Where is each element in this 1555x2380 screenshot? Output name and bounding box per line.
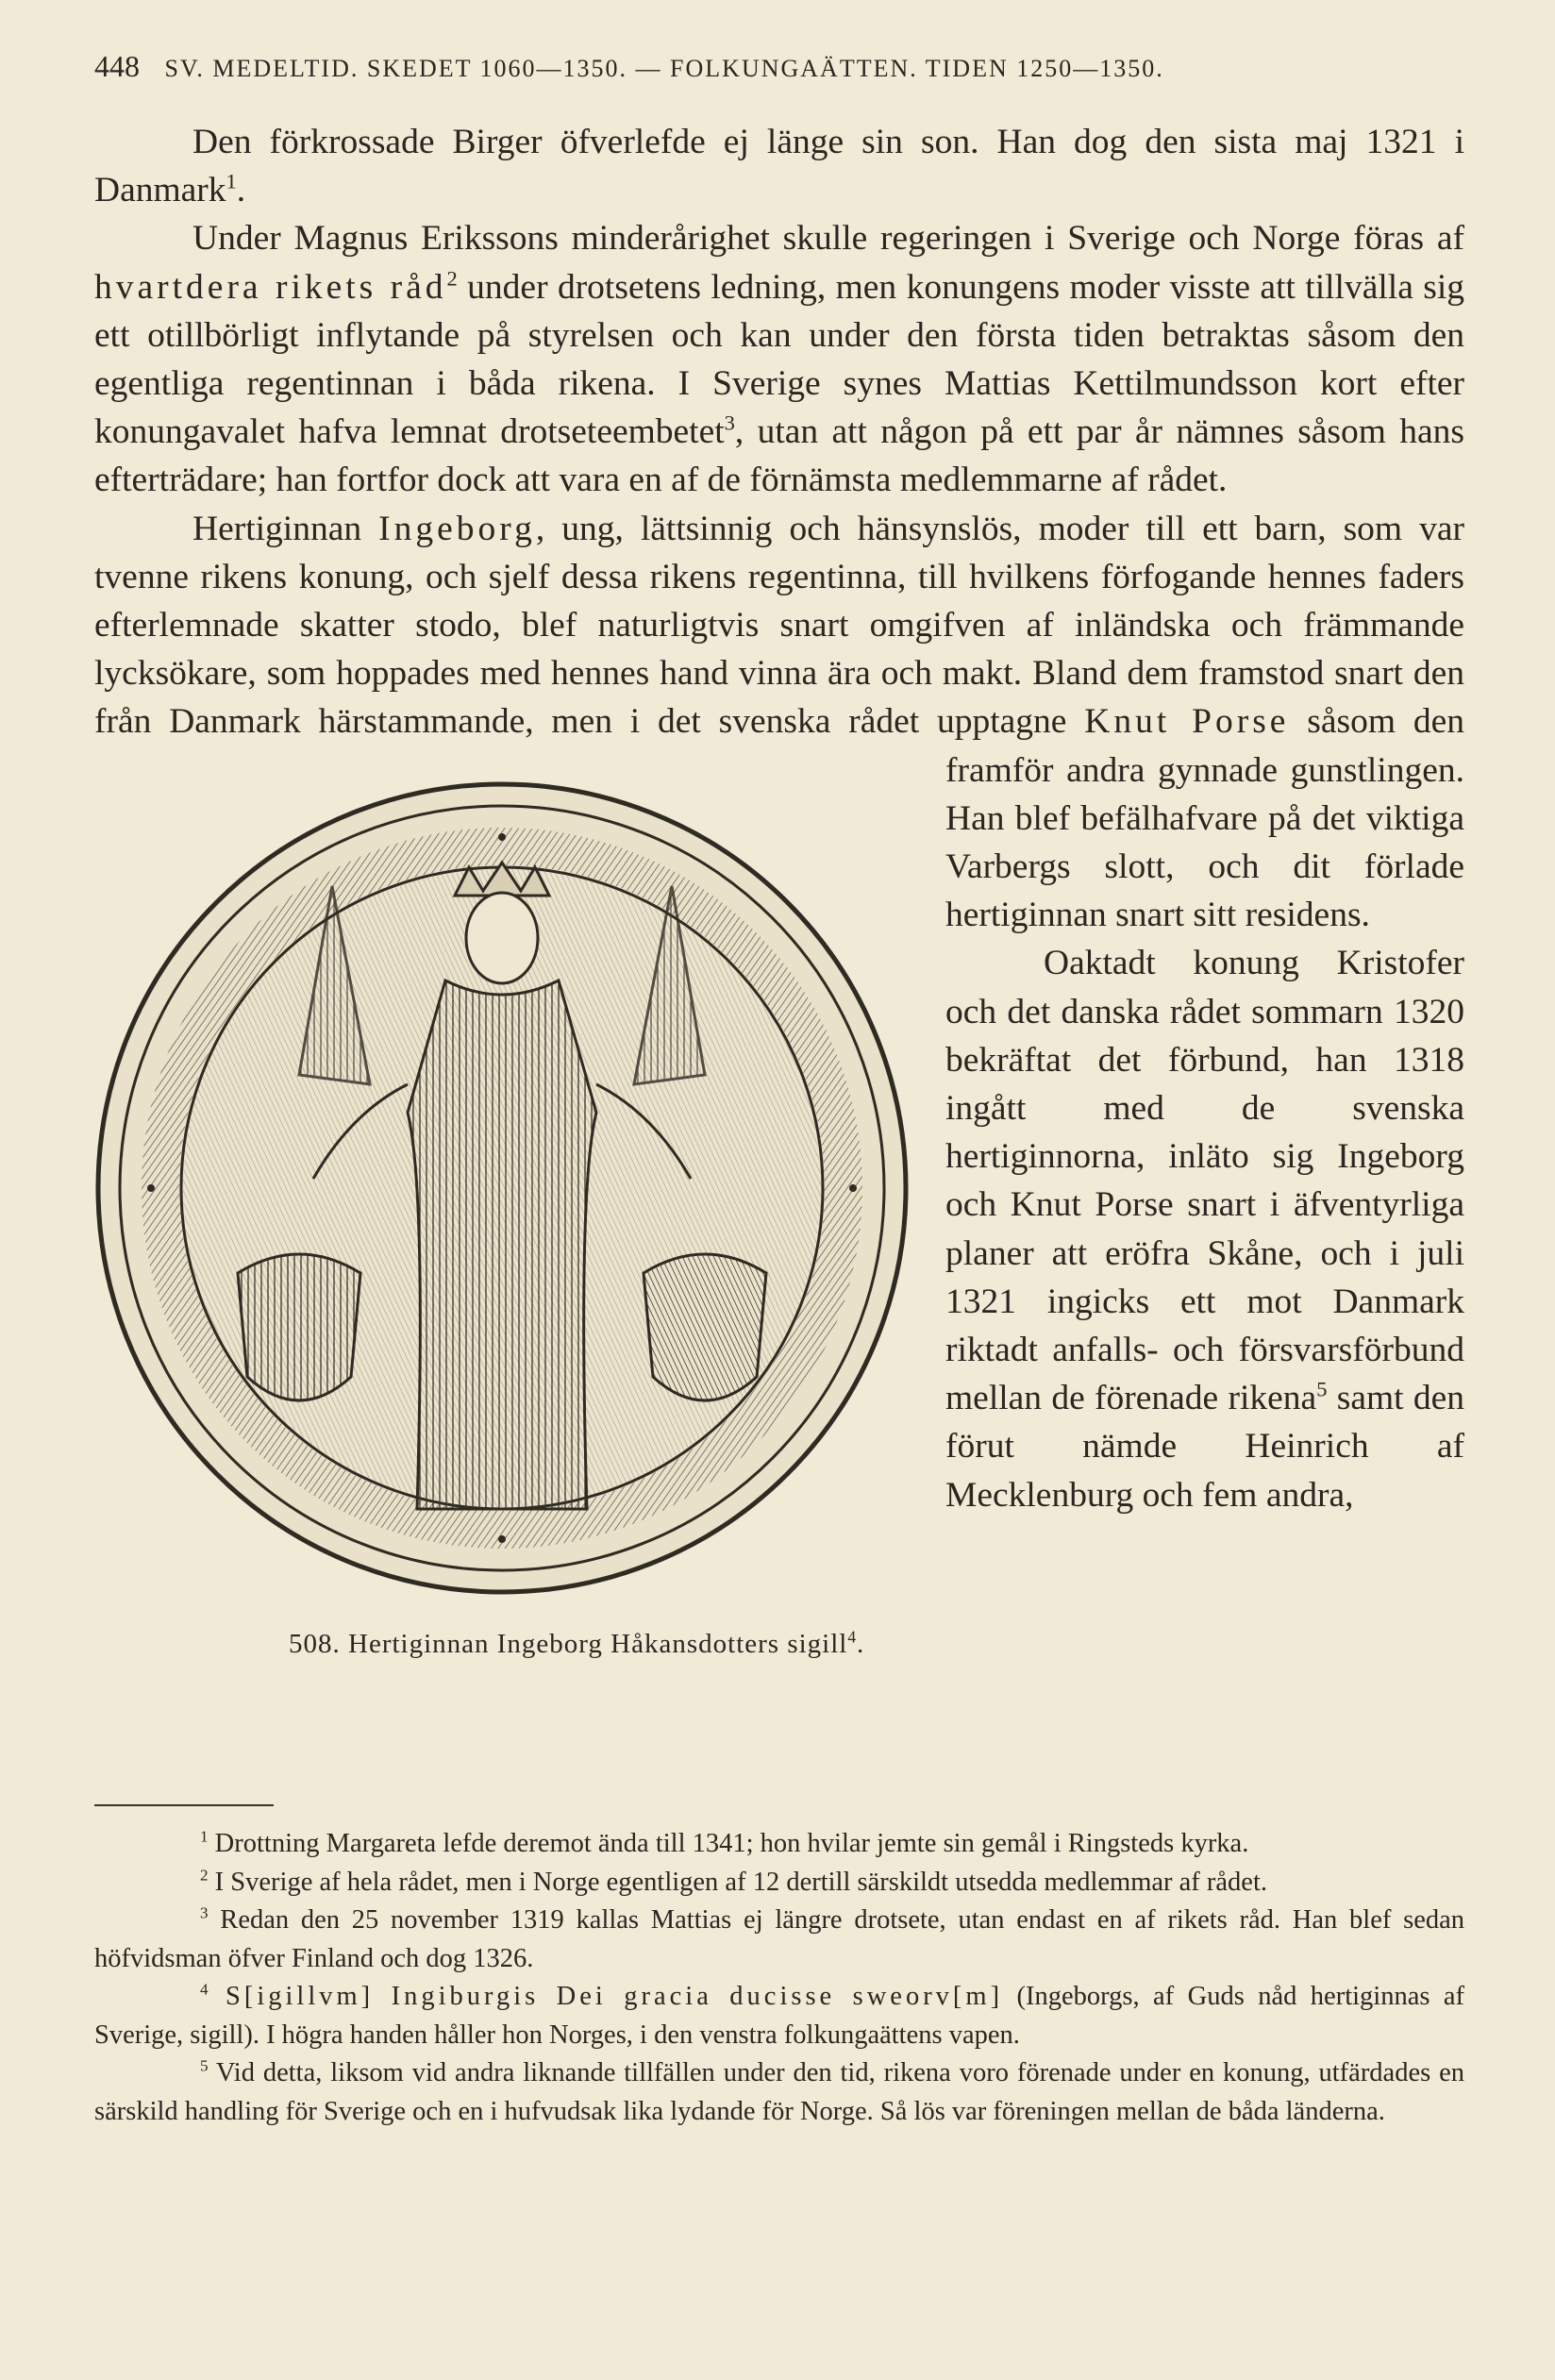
footnote-text: Vid detta, liksom vid andra liknande tillfällen under den tid, rikena voro förenade under en konung, utfärdades en särskild handling för Sverige och en i hufvudsak lika lydande för Norge. Så lös var föreningen mellan de båda länderna.: [94, 2058, 1464, 2126]
footnote-mark: 3: [200, 1903, 209, 1922]
footnote-ref: 2: [446, 266, 458, 291]
spaced-emphasis: hvartdera rikets råd: [94, 267, 447, 307]
footnotes: [94, 1825, 1464, 2131]
paragraph-2: [94, 214, 1464, 504]
seal-figure: [87, 773, 917, 1698]
paragraph-1-text: Den förkrossade Birger öfverlefde ej länge sin son. Han dog den sista maj 1321 i Danmark: [94, 123, 1464, 210]
paragraph-3-text: såsom den framför andra gynnade gunstlingen. Han blef befälhafvare på det viktiga Varbergs slott, och dit förlade hertiginnan snart sitt residens.: [945, 702, 1464, 935]
footnote-mark: 2: [200, 1866, 209, 1884]
page-number: 448: [94, 49, 140, 83]
footnote-text: Redan den 25 november 1319 kallas Mattias ej längre drotsete, utan endast en af rikets råd. Han blef sedan höfvidsman öfver Finland och dog 1326.: [94, 1905, 1464, 1973]
footnote-text: I Sverige af hela rådet, men i Norge egentligen af 12 dertill särskildt utsedda medlemmar af rådet.: [208, 1867, 1267, 1897]
footnote-ref: 3: [724, 411, 735, 435]
seal-illustration: [87, 773, 917, 1603]
footnote-ref: 1: [226, 169, 237, 193]
footnote-ref: 5: [1316, 1377, 1328, 1401]
footnote-rule: [94, 1804, 274, 1806]
paragraph-1-end: .: [236, 171, 246, 210]
footnote-mark: 4: [200, 1980, 209, 1999]
footnote-5: [94, 2054, 1464, 2131]
body-text: [94, 118, 1464, 1698]
paragraph-3-text: , ung, lättsinnig och hänsynslös, moder till ett barn, som var tvenne rikens konung, och sjelf dessa rikens regentinna, till hvilkens förfogande hennes faders efterlemnade skatter stodo, blef naturligtvis snart omgifven af inländska och främmande lycksökare, som hoppades med hennes hand vinna ära och makt. Bland dem framstod snart den från Danmark härstammande, men i det svenska rådet upptagne: [94, 509, 1464, 742]
running-title: SV. MEDELTID. SKEDET 1060—1350. — FOLKUNGAÄTTEN. TIDEN 1250—1350.: [164, 55, 1164, 82]
footnote-1: [94, 1825, 1464, 1864]
footnote-text: (Ingeborgs, af Guds nåd hertiginnas af Sverige, sigill). I högra handen håller hon Norges, i den venstra folkungaättens vapen.: [94, 1982, 1465, 2050]
footnote-mark: 1: [200, 1827, 209, 1846]
caption-end: .: [857, 1628, 865, 1659]
footnote-latin: S[igillvm] Ingiburgis Dei gracia ducisse sweorv[m]: [208, 1982, 1004, 2011]
spaced-emphasis: Ingeborg: [378, 509, 536, 548]
caption-text: 508. Hertiginnan Ingeborg Håkansdotters sigill: [289, 1628, 848, 1659]
paragraph-3-text: Hertiginnan: [192, 509, 379, 548]
footnote-ref: 4: [847, 1626, 858, 1646]
figure-caption: [191, 1620, 1002, 1668]
footnote-4: [94, 1978, 1464, 2054]
running-head: [94, 49, 1491, 84]
footnote-2: [94, 1864, 1464, 1902]
spaced-emphasis: Knut Porse: [1084, 702, 1290, 742]
paragraph-4-text: Oaktadt konung Kristofer och det danska rådet sommarn 1320 bekräftat det förbund, han 1318 ingått med de svenska hertiginnorna, inläto sig Ingeborg och Knut Porse snart i äfventyrliga planer att eröfra Skåne, och i juli 1321 ingicks ett mot Danmark riktadt anfalls- och försvarsförbund mellan de förenade rikena: [945, 944, 1464, 1418]
footnote-text: Drottning Margareta lefde deremot ända till 1341; hon hvilar jemte sin gemål i Ringsteds kyrka.: [208, 1829, 1249, 1858]
paragraph-2-text: Under Magnus Erikssons minderårighet skulle regeringen i Sverige och Norge föras af: [192, 219, 1464, 259]
paragraph-4-text: samt den förut nämde Heinrich af Mecklenburg och fem andra,: [945, 1379, 1464, 1515]
paragraph-2-text: under drotsetens ledning, men konungens moder visste att tillvälla sig ett otillbörligt inflytande på styrelsen och kan under den första tiden betraktas såsom den egentliga regentinnan i båda rikena. I Sverige synes Mattias Kettilmundsson kort efter konungavalet hafva lemnat drotseteembetet: [94, 267, 1464, 452]
paragraph-1: [94, 118, 1464, 214]
paragraph-2-text: , utan att någon på ett par år nämnes såsom hans efterträdare; han fortfor dock att vara en af de förnämsta medlemmarne af rådet.: [94, 412, 1464, 500]
footnote-3: [94, 1902, 1464, 1978]
footnote-mark: 5: [200, 2056, 209, 2075]
